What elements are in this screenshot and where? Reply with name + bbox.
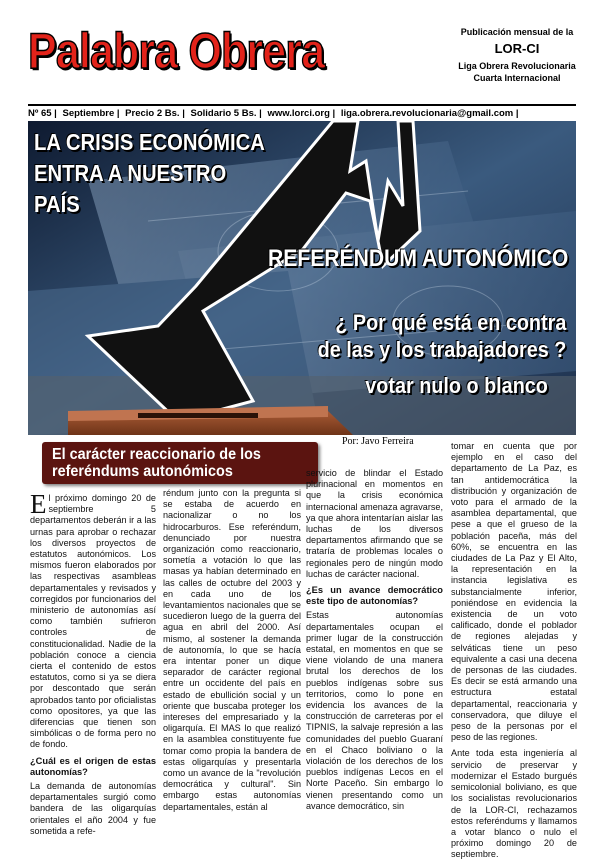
main-headline (34, 127, 265, 220)
headline-line: ENTRA A NUESTRO (34, 160, 227, 186)
issue-price: Precio 2 Bs. | (125, 108, 185, 119)
question-line: ¿ Por qué está en contra (334, 310, 566, 335)
cover-question (317, 309, 566, 363)
vote-call: votar nulo o blanco (365, 373, 548, 398)
organization-acronym: LOR-CI (494, 41, 540, 56)
headline-line: LA CRISIS ECONÓMICA (34, 129, 265, 155)
article-title (52, 446, 261, 480)
article-title-box (42, 442, 318, 484)
article-column-2 (163, 488, 301, 813)
article-paragraph: Ante toda esta ingeniería al servicio de preservar y modernizar el Estado burgués semicolonial boliviano, es que los socialistas revolucionarios de la LOR-CI, rechazamos estos referéndums y llamamos a votar blanco o nulo el próximo domingo 20 de septiembre. (451, 748, 577, 860)
organization-name: Liga Obrera Revolucionaria (458, 61, 576, 71)
article-title-line: referéndums autonómicos (52, 463, 233, 480)
issue-number: Nº 65 | (28, 108, 57, 119)
article-paragraph (30, 489, 156, 751)
article-column-1 (30, 489, 156, 836)
headline-line: PAÍS (34, 191, 80, 217)
publication-info (458, 26, 576, 84)
issue-month: Septiembre | (62, 108, 120, 119)
referendum-title: REFERÉNDUM AUTONÓMICO (267, 245, 568, 272)
international-name: Cuarta Internacional (473, 73, 561, 83)
article-column-4 (451, 441, 577, 860)
masthead (28, 8, 576, 104)
article-paragraph: réndum junto con la pregunta si se estaba de acuerdo en nacionalizar o no los hidrocarburos. Ese referéndum, denunciado por nuestra organización como reaccionario, sometía a votación lo que las masas ya habían determinado en las calles de octubre del 2003 y en cada uno de los levantamientos nacionales que se sucedieron luego de la guerra del agua en abril del 2000. Así mismo, al sostener la demanda de autonomía, lo que se hacía era intentar poner un dique separador de carácter regional entre un occidente del país en estado de ebullición social y un oriente que buscaba proteger los intereses del empresariado y la oligarquía. El MAS lo que realizó en la asamblea constituyente fue tomar como propia la bandera de estas oligarquías y presentarla como un avance de la "revolución democrática y cultural". Sin embargo estas autonomías departamentales, están al (163, 488, 301, 812)
article-column-3 (306, 468, 443, 813)
newspaper-logo: Palabra Obrera (28, 23, 325, 79)
article-paragraph: Estas autonomías departamentales ocupan el primer lugar de la construcción estatal, en momentos en que se viene violando de una manera brutal los derechos de los pueblos indígenas sobre sus territorios, como lo pone en evidencia los avances de la construcción de carreteras por el TIPNIS, la salvaje represión a las comunidades del pueblo Guaraní en el Chaco boliviano o la violación de los derechos de los pueblos indígenas Lecos en el Norte Paceño. Sin embargo lo vienen presentando como un avance democrático, sin (306, 610, 443, 811)
cover-illustration (28, 121, 576, 435)
article-paragraph: La demanda de autonomías departamentales surgió como bandera de las oligarquías orientales el año 2004 y fue sometida a refe- (30, 781, 156, 836)
publication-frequency: Publicación mensual de la (460, 27, 574, 37)
article-title-line: El carácter reaccionario de los (52, 446, 261, 463)
question-line: de las y los trabajadores ? (317, 337, 566, 362)
article-subheading: ¿Es un avance democrático este tipo de autonomías? (306, 585, 443, 607)
email-link[interactable]: liga.obrera.revolucionaria@gmail.com | (340, 108, 519, 119)
article-paragraph: servicio de blindar el Estado plurinacional en momentos en que la crisis económica internacional amenaza agravarse, ya que ahora intentarían aislar las luchas de los diversos departamentos afirmando que se trataría de problemas locales o regionales pero de ningún modo luchas de carácter nacional. (306, 468, 443, 579)
article-subheading: ¿Cuál es el origen de estas autonomías? (30, 755, 156, 777)
website-link[interactable]: www.lorci.org | (267, 108, 336, 119)
paragraph-text: l próximo domingo 20 de septiembre 5 departamentos deberán ir a las urnas para aprobar o rechazar los diversos proyectos de estatutos autonómicos. Los mismos fueron elaborados por las respectivas asambleas departamentales y revisados y corregidos por funcionarios del ministerio de autonomías así como también sufrieron controles de constitucionalidad. Nadie de la población conoce a ciencia cierta el contenido de estos estatutos, como si ya se diera por descontado que serán aprobados tanto por oficialistas como opositores, ya que las diferencias que tienen son simbólicas o de forma pero no de fondo. (30, 493, 156, 750)
article-paragraph: tomar en cuenta que por ejemplo en el caso del departamento de La Paz, es tan antidemocrática la distribución y organización de voto para el armado de la asamblea departamental, que pese a que el grueso de la población paceña, más del 60%, se encuentra en las ciudades de La Paz y El Alto, la representación en la instancia legislativa es substancialmente inferior, poniéndose en evidencia la existencia de un voto calificado, donde el poblador de regiones alejadas y selváticas tiene un peso equivalente a casi una decena de personas de las ciudades. Es decir se está armando una estructura estatal departamental, reaccionaria y conservadora, que diluye el peso de la personas por el peso de las regiones. (451, 441, 577, 743)
drop-cap: E (30, 489, 47, 519)
solidarity-price: Solidario 5 Bs. | (190, 108, 262, 119)
article-byline: Por: Javo Ferreira (342, 436, 414, 447)
